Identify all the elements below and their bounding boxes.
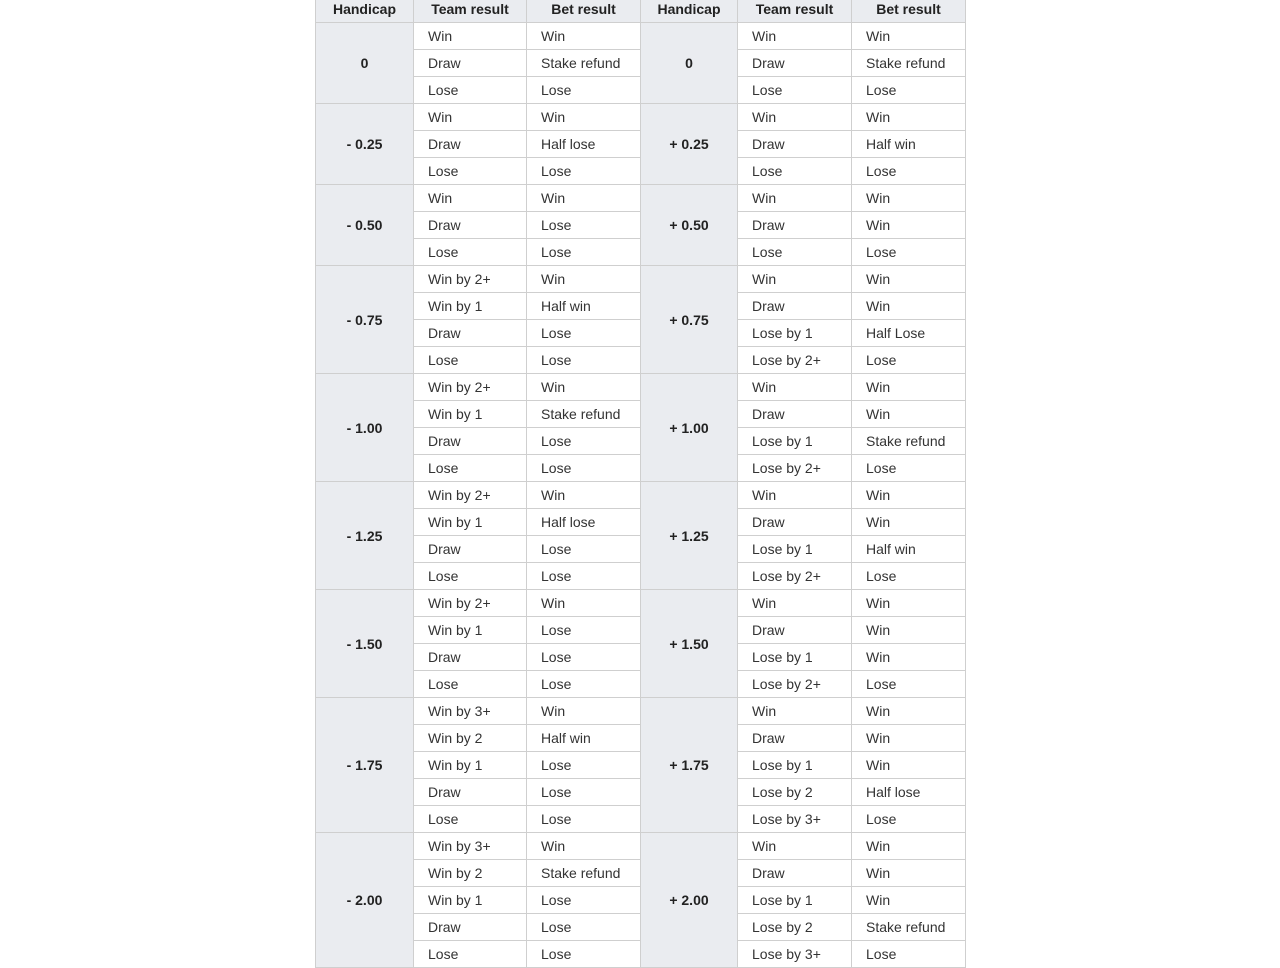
- team-result-right: Draw: [738, 509, 852, 536]
- handicap-right-cell: + 0.25: [641, 104, 738, 185]
- bet-result-right: Win: [852, 833, 966, 860]
- bet-result-left: Stake refund: [527, 50, 641, 77]
- handicap-right-cell: + 2.00: [641, 833, 738, 968]
- team-result-right: Lose: [738, 239, 852, 266]
- table-body: [316, 23, 966, 968]
- bet-result-right: Win: [852, 104, 966, 131]
- bet-result-left: Lose: [527, 536, 641, 563]
- bet-result-left: Lose: [527, 158, 641, 185]
- team-result-left: Win by 2+: [414, 590, 527, 617]
- bet-result-left: Lose: [527, 320, 641, 347]
- team-result-right: Lose by 1: [738, 644, 852, 671]
- handicap-table-container: [315, 0, 965, 968]
- team-result-right: Lose by 2: [738, 779, 852, 806]
- bet-result-left: Lose: [527, 428, 641, 455]
- table-row: [316, 266, 966, 293]
- team-result-left: Win: [414, 104, 527, 131]
- bet-result-left: Lose: [527, 887, 641, 914]
- team-result-left: Win: [414, 23, 527, 50]
- bet-result-right: Win: [852, 644, 966, 671]
- header-bet-result-left: Bet result: [527, 0, 641, 23]
- team-result-right: Lose by 2+: [738, 563, 852, 590]
- header-handicap-right: Handicap: [641, 0, 738, 23]
- team-result-right: Lose by 2: [738, 914, 852, 941]
- team-result-right: Draw: [738, 401, 852, 428]
- team-result-left: Win by 1: [414, 887, 527, 914]
- bet-result-left: Lose: [527, 563, 641, 590]
- bet-result-left: Lose: [527, 212, 641, 239]
- bet-result-left: Lose: [527, 617, 641, 644]
- team-result-left: Lose: [414, 671, 527, 698]
- team-result-right: Win: [738, 104, 852, 131]
- bet-result-left: Half lose: [527, 131, 641, 158]
- bet-result-right: Win: [852, 887, 966, 914]
- bet-result-left: Lose: [527, 941, 641, 968]
- bet-result-left: Lose: [527, 239, 641, 266]
- bet-result-right: Lose: [852, 455, 966, 482]
- team-result-right: Lose by 2+: [738, 347, 852, 374]
- bet-result-left: Lose: [527, 77, 641, 104]
- bet-result-right: Lose: [852, 941, 966, 968]
- bet-result-right: Win: [852, 860, 966, 887]
- team-result-right: Win: [738, 833, 852, 860]
- team-result-right: Lose by 3+: [738, 806, 852, 833]
- bet-result-left: Half win: [527, 293, 641, 320]
- bet-result-right: Win: [852, 725, 966, 752]
- team-result-left: Win by 1: [414, 752, 527, 779]
- header-row: [316, 0, 966, 23]
- team-result-right: Draw: [738, 212, 852, 239]
- handicap-right-cell: 0: [641, 23, 738, 104]
- bet-result-right: Win: [852, 482, 966, 509]
- team-result-left: Draw: [414, 644, 527, 671]
- bet-result-right: Stake refund: [852, 428, 966, 455]
- bet-result-right: Win: [852, 590, 966, 617]
- bet-result-left: Win: [527, 698, 641, 725]
- bet-result-left: Win: [527, 185, 641, 212]
- handicap-left-cell: - 1.50: [316, 590, 414, 698]
- team-result-left: Lose: [414, 239, 527, 266]
- handicap-table: [315, 0, 966, 968]
- team-result-right: Win: [738, 482, 852, 509]
- bet-result-left: Lose: [527, 644, 641, 671]
- team-result-right: Lose: [738, 158, 852, 185]
- bet-result-right: Lose: [852, 563, 966, 590]
- team-result-right: Win: [738, 23, 852, 50]
- team-result-left: Win: [414, 185, 527, 212]
- team-result-left: Draw: [414, 131, 527, 158]
- handicap-left-cell: - 0.50: [316, 185, 414, 266]
- team-result-left: Win by 2+: [414, 374, 527, 401]
- handicap-right-cell: + 0.50: [641, 185, 738, 266]
- bet-result-left: Win: [527, 590, 641, 617]
- team-result-left: Win by 1: [414, 293, 527, 320]
- team-result-left: Lose: [414, 563, 527, 590]
- bet-result-right: Half lose: [852, 779, 966, 806]
- bet-result-left: Stake refund: [527, 401, 641, 428]
- team-result-left: Draw: [414, 50, 527, 77]
- team-result-right: Win: [738, 590, 852, 617]
- bet-result-right: Lose: [852, 239, 966, 266]
- team-result-left: Win by 3+: [414, 833, 527, 860]
- team-result-right: Lose by 1: [738, 536, 852, 563]
- team-result-right: Draw: [738, 131, 852, 158]
- bet-result-right: Win: [852, 185, 966, 212]
- bet-result-right: Win: [852, 509, 966, 536]
- bet-result-left: Lose: [527, 455, 641, 482]
- team-result-right: Lose: [738, 77, 852, 104]
- bet-result-right: Win: [852, 401, 966, 428]
- header-team-result-left: Team result: [414, 0, 527, 23]
- team-result-left: Draw: [414, 536, 527, 563]
- team-result-left: Draw: [414, 914, 527, 941]
- bet-result-right: Win: [852, 293, 966, 320]
- handicap-right-cell: + 0.75: [641, 266, 738, 374]
- bet-result-left: Win: [527, 833, 641, 860]
- team-result-right: Lose by 1: [738, 752, 852, 779]
- team-result-left: Lose: [414, 941, 527, 968]
- bet-result-right: Stake refund: [852, 914, 966, 941]
- bet-result-right: Win: [852, 752, 966, 779]
- bet-result-right: Win: [852, 374, 966, 401]
- team-result-right: Win: [738, 266, 852, 293]
- bet-result-left: Win: [527, 104, 641, 131]
- bet-result-left: Win: [527, 23, 641, 50]
- handicap-right-cell: + 1.50: [641, 590, 738, 698]
- table-row: [316, 590, 966, 617]
- team-result-left: Draw: [414, 212, 527, 239]
- bet-result-left: Lose: [527, 347, 641, 374]
- handicap-left-cell: - 0.75: [316, 266, 414, 374]
- header-bet-result-right: Bet result: [852, 0, 966, 23]
- handicap-left-cell: 0: [316, 23, 414, 104]
- bet-result-left: Lose: [527, 779, 641, 806]
- team-result-left: Win by 2+: [414, 482, 527, 509]
- bet-result-left: Win: [527, 482, 641, 509]
- team-result-right: Draw: [738, 293, 852, 320]
- team-result-left: Lose: [414, 158, 527, 185]
- handicap-right-cell: + 1.75: [641, 698, 738, 833]
- team-result-right: Lose by 2+: [738, 671, 852, 698]
- team-result-right: Lose by 1: [738, 428, 852, 455]
- handicap-right-cell: + 1.25: [641, 482, 738, 590]
- bet-result-left: Win: [527, 374, 641, 401]
- table-row: [316, 374, 966, 401]
- bet-result-left: Half win: [527, 725, 641, 752]
- team-result-left: Lose: [414, 806, 527, 833]
- table-row: [316, 482, 966, 509]
- header-team-result-right: Team result: [738, 0, 852, 23]
- bet-result-right: Stake refund: [852, 50, 966, 77]
- bet-result-right: Half Lose: [852, 320, 966, 347]
- team-result-left: Draw: [414, 320, 527, 347]
- table-row: [316, 185, 966, 212]
- team-result-right: Lose by 1: [738, 320, 852, 347]
- team-result-left: Win by 1: [414, 401, 527, 428]
- bet-result-right: Lose: [852, 806, 966, 833]
- handicap-left-cell: - 2.00: [316, 833, 414, 968]
- team-result-left: Win by 1: [414, 509, 527, 536]
- team-result-left: Win by 2+: [414, 266, 527, 293]
- team-result-right: Win: [738, 185, 852, 212]
- table-row: [316, 104, 966, 131]
- bet-result-right: Half win: [852, 536, 966, 563]
- team-result-left: Win by 3+: [414, 698, 527, 725]
- team-result-right: Lose by 3+: [738, 941, 852, 968]
- bet-result-right: Win: [852, 212, 966, 239]
- handicap-left-cell: - 1.25: [316, 482, 414, 590]
- bet-result-right: Win: [852, 617, 966, 644]
- bet-result-left: Win: [527, 266, 641, 293]
- bet-result-right: Lose: [852, 158, 966, 185]
- bet-result-right: Half win: [852, 131, 966, 158]
- bet-result-right: Lose: [852, 347, 966, 374]
- header-handicap-left: Handicap: [316, 0, 414, 23]
- team-result-right: Draw: [738, 50, 852, 77]
- handicap-right-cell: + 1.00: [641, 374, 738, 482]
- team-result-left: Win by 2: [414, 725, 527, 752]
- team-result-right: Draw: [738, 860, 852, 887]
- handicap-left-cell: - 0.25: [316, 104, 414, 185]
- bet-result-left: Stake refund: [527, 860, 641, 887]
- bet-result-left: Lose: [527, 671, 641, 698]
- bet-result-right: Win: [852, 698, 966, 725]
- team-result-left: Win by 1: [414, 617, 527, 644]
- table-row: [316, 698, 966, 725]
- bet-result-right: Lose: [852, 671, 966, 698]
- bet-result-left: Lose: [527, 806, 641, 833]
- table-row: [316, 23, 966, 50]
- table-row: [316, 833, 966, 860]
- handicap-left-cell: - 1.00: [316, 374, 414, 482]
- team-result-right: Lose by 1: [738, 887, 852, 914]
- handicap-left-cell: - 1.75: [316, 698, 414, 833]
- team-result-left: Win by 2: [414, 860, 527, 887]
- team-result-right: Lose by 2+: [738, 455, 852, 482]
- bet-result-left: Half lose: [527, 509, 641, 536]
- bet-result-left: Lose: [527, 914, 641, 941]
- team-result-left: Lose: [414, 455, 527, 482]
- team-result-left: Lose: [414, 77, 527, 104]
- bet-result-right: Lose: [852, 77, 966, 104]
- team-result-right: Draw: [738, 617, 852, 644]
- team-result-right: Win: [738, 374, 852, 401]
- team-result-right: Win: [738, 698, 852, 725]
- bet-result-right: Win: [852, 266, 966, 293]
- team-result-left: Lose: [414, 347, 527, 374]
- team-result-left: Draw: [414, 779, 527, 806]
- team-result-right: Draw: [738, 725, 852, 752]
- team-result-left: Draw: [414, 428, 527, 455]
- bet-result-right: Win: [852, 23, 966, 50]
- bet-result-left: Lose: [527, 752, 641, 779]
